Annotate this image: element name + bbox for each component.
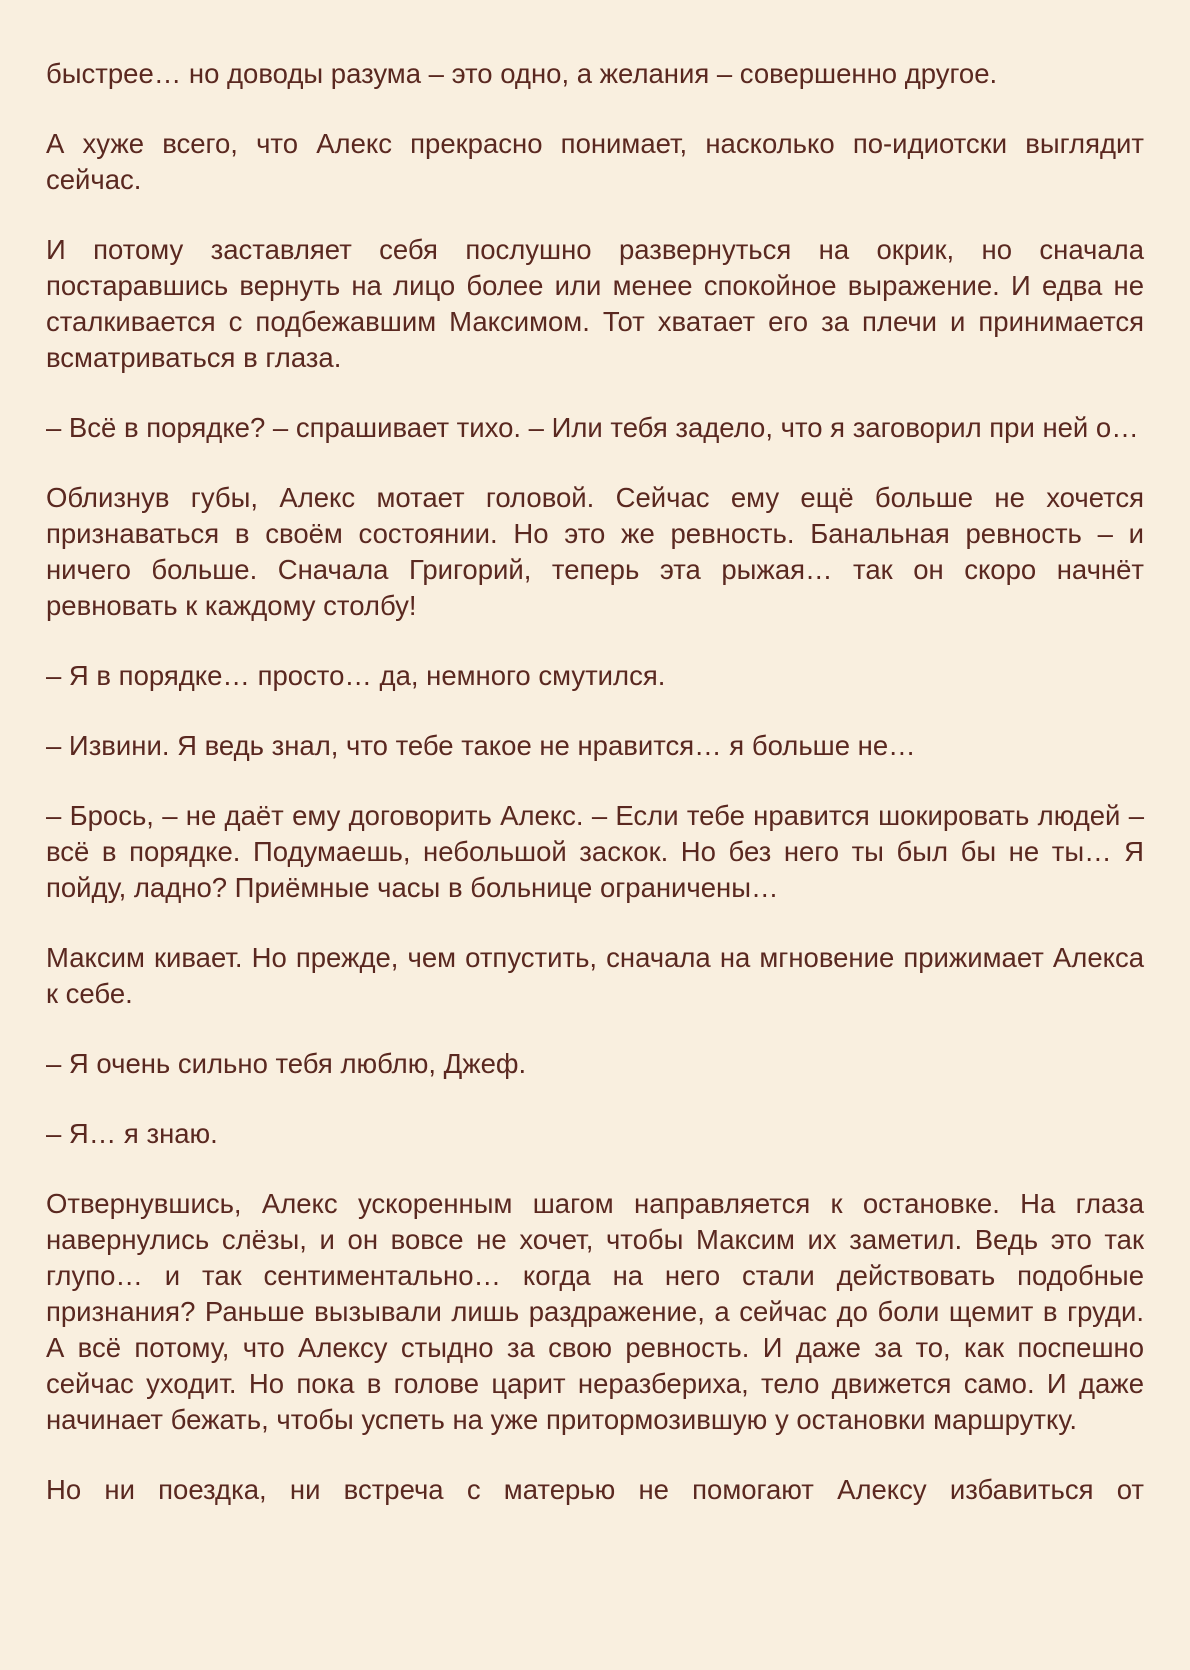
paragraph-4: – Всё в порядке? – спрашивает тихо. – Или тебя задело, что я заговорил при ней о…	[46, 412, 1139, 443]
body-text	[46, 56, 1144, 1542]
paragraph-10: – Я очень сильно тебя люблю, Джеф.	[46, 1048, 527, 1079]
paragraph-7: – Извини. Я ведь знал, что тебе такое не нравится… я больше не…	[46, 730, 916, 761]
paragraph-3: И потому заставляет себя послушно развернуться на окрик, но сначала постаравшись вернуть на лицо более или менее спокойное выражение. И едва не сталкивается с подбежавшим Максимом. Тот хватает его за плечи и принимается всматриваться в глаза.	[46, 234, 1144, 373]
paragraph-8: – Брось, – не даёт ему договорить Алекс. – Если тебе нравится шокировать людей – всё в порядке. Подумаешь, небольшой заскок. Но без него ты был бы не ты… Я пойду, ладно? Приёмные часы в больнице ограничены…	[46, 800, 1144, 903]
paragraph-13: Но ни поездка, ни встреча с матерью не помогают Алексу избавиться от	[46, 1474, 1144, 1505]
paragraph-11: – Я… я знаю.	[46, 1118, 218, 1149]
paragraph-12: Отвернувшись, Алекс ускоренным шагом направляется к остановке. На глаза навернулись слёзы, и он вовсе не хочет, чтобы Максим их заметил. Ведь это так глупо… и так сентиментально… когда на него стали действовать подобные признания? Раньше вызывали лишь раздражение, а сейчас до боли щемит в груди. А всё потому, что Алексу стыдно за свою ревность. И даже за то, как поспешно сейчас уходит. Но пока в голове царит неразбериха, тело движется само. И даже начинает бежать, чтобы успеть на уже притормозившую у остановки маршрутку.	[46, 1188, 1144, 1435]
paragraph-2: А хуже всего, что Алекс прекрасно понимает, насколько по-идиотски выглядит сейчас.	[46, 128, 1144, 195]
paragraph-9: Максим кивает. Но прежде, чем отпустить, сначала на мгновение прижимает Алекса к себе.	[46, 942, 1144, 1009]
paragraph-6: – Я в порядке… просто… да, немного смутился.	[46, 660, 666, 691]
paragraph-1: быстрее… но доводы разума – это одно, а желания – совершенно другое.	[46, 58, 998, 89]
paragraph-5: Облизнув губы, Алекс мотает головой. Сейчас ему ещё больше не хочется признаваться в своём состоянии. Но это же ревность. Банальная ревность – и ничего больше. Сначала Григорий, теперь эта рыжая… так он скоро начнёт ревновать к каждому столбу!	[46, 482, 1144, 621]
